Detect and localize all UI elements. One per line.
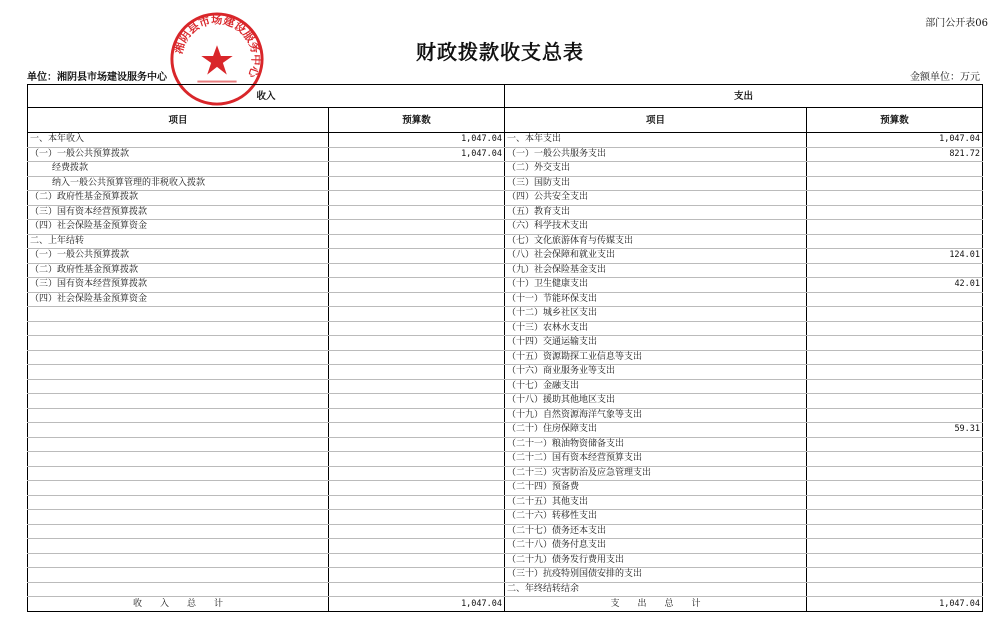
income-item: 一、本年收入 (28, 133, 329, 148)
header-row-columns (28, 108, 983, 133)
expense-item: （十）卫生健康支出 (505, 278, 807, 293)
expense-value (807, 568, 983, 583)
expense-item: （二十八）债务付息支出 (505, 539, 807, 554)
income-value (329, 423, 505, 438)
expense-item: （十四）交通运输支出 (505, 336, 807, 351)
table-row (28, 292, 983, 307)
income-value (329, 263, 505, 278)
income-value (329, 539, 505, 554)
income-item-header: 项目 (28, 108, 329, 133)
income-item: （二）政府性基金预算拨款 (28, 191, 329, 206)
expense-item: （三）国防支出 (505, 176, 807, 191)
table-row (28, 249, 983, 264)
expense-item: （五）教育支出 (505, 205, 807, 220)
table-row (28, 133, 983, 148)
expense-item-header: 项目 (505, 108, 807, 133)
income-item: （四）社会保险基金预算资金 (28, 220, 329, 235)
income-item (28, 408, 329, 423)
income-item: （三）国有资本经营预算拨款 (28, 205, 329, 220)
expense-value (807, 307, 983, 322)
income-value (329, 582, 505, 597)
income-header: 收入 (28, 85, 505, 108)
table-row (28, 162, 983, 177)
expense-value: 1,047.04 (807, 133, 983, 148)
expense-value (807, 553, 983, 568)
income-item: （三）国有资本经营预算拨款 (28, 278, 329, 293)
income-value (329, 524, 505, 539)
expense-total-label: 支 出 总 计 (505, 597, 807, 612)
expense-item: （二十七）债务还本支出 (505, 524, 807, 539)
expense-budget-header: 预算数 (807, 108, 983, 133)
table-row (28, 408, 983, 423)
income-item (28, 452, 329, 467)
table-row (28, 495, 983, 510)
expense-value (807, 466, 983, 481)
expense-item: （二十一）粮油物资储备支出 (505, 437, 807, 452)
expense-value (807, 539, 983, 554)
income-value (329, 249, 505, 264)
expense-value (807, 220, 983, 235)
income-value (329, 350, 505, 365)
expense-value: 59.31 (807, 423, 983, 438)
income-value (329, 553, 505, 568)
table-row (28, 437, 983, 452)
table-row (28, 176, 983, 191)
expense-item: （二十五）其他支出 (505, 495, 807, 510)
income-item: （一）一般公共预算拨款 (28, 147, 329, 162)
income-item (28, 423, 329, 438)
income-value: 1,047.04 (329, 133, 505, 148)
expense-item: （九）社会保险基金支出 (505, 263, 807, 278)
income-item (28, 510, 329, 525)
table-row (28, 423, 983, 438)
expense-value: 42.01 (807, 278, 983, 293)
unit-label: 单位：湘阴县市场建设服务中心 (27, 72, 167, 83)
income-value (329, 234, 505, 249)
expense-item: （四）公共安全支出 (505, 191, 807, 206)
income-value (329, 495, 505, 510)
table-row (28, 553, 983, 568)
income-value (329, 394, 505, 409)
expense-item: （十七）金融支出 (505, 379, 807, 394)
expense-item: （二十）住房保障支出 (505, 423, 807, 438)
income-item (28, 437, 329, 452)
income-value (329, 568, 505, 583)
income-item (28, 379, 329, 394)
table-row (28, 379, 983, 394)
income-item (28, 336, 329, 351)
income-total-label: 收 入 总 计 (28, 597, 329, 612)
income-value (329, 452, 505, 467)
expense-value (807, 365, 983, 380)
income-item (28, 481, 329, 496)
income-item: （一）一般公共预算拨款 (28, 249, 329, 264)
expense-item: （二十九）债务发行费用支出 (505, 553, 807, 568)
expense-item: （二十二）国有资本经营预算支出 (505, 452, 807, 467)
income-item (28, 350, 329, 365)
income-value (329, 191, 505, 206)
income-budget-header: 预算数 (329, 108, 505, 133)
expense-item: （十三）农林水支出 (505, 321, 807, 336)
expense-value: 821.72 (807, 147, 983, 162)
expense-value (807, 582, 983, 597)
table-row (28, 394, 983, 409)
expense-item: （二十四）预备费 (505, 481, 807, 496)
table-row (28, 336, 983, 351)
income-value (329, 481, 505, 496)
income-value (329, 220, 505, 235)
income-item (28, 394, 329, 409)
table-row (28, 568, 983, 583)
income-item (28, 524, 329, 539)
income-value (329, 365, 505, 380)
expense-item: （十八）援助其他地区支出 (505, 394, 807, 409)
income-item (28, 466, 329, 481)
form-code: 部门公开表06 (925, 18, 988, 29)
table-row (28, 510, 983, 525)
income-item: （二）政府性基金预算拨款 (28, 263, 329, 278)
expense-value (807, 292, 983, 307)
income-value (329, 162, 505, 177)
expense-item: （一）一般公共服务支出 (505, 147, 807, 162)
table-row (28, 263, 983, 278)
table-row (28, 147, 983, 162)
total-row (28, 597, 983, 612)
table-row (28, 582, 983, 597)
table-row (28, 452, 983, 467)
table-row (28, 321, 983, 336)
income-item (28, 553, 329, 568)
expense-value (807, 162, 983, 177)
expense-item: （六）科学技术支出 (505, 220, 807, 235)
expense-value (807, 350, 983, 365)
table-row (28, 234, 983, 249)
table-row (28, 524, 983, 539)
expense-value (807, 524, 983, 539)
expense-value (807, 205, 983, 220)
expense-value (807, 191, 983, 206)
expense-item: （八）社会保障和就业支出 (505, 249, 807, 264)
expense-item: （十一）节能环保支出 (505, 292, 807, 307)
expense-item: （二十六）转移性支出 (505, 510, 807, 525)
income-item: （四）社会保险基金预算资金 (28, 292, 329, 307)
table-row (28, 191, 983, 206)
income-item (28, 495, 329, 510)
expense-item: 一、本年支出 (505, 133, 807, 148)
table-row (28, 278, 983, 293)
expense-value (807, 234, 983, 249)
expense-value (807, 321, 983, 336)
income-item: 二、上年结转 (28, 234, 329, 249)
income-value (329, 379, 505, 394)
expense-value (807, 176, 983, 191)
expense-value (807, 394, 983, 409)
income-item (28, 582, 329, 597)
expense-total-value: 1,047.04 (807, 597, 983, 612)
income-value: 1,047.04 (329, 147, 505, 162)
expense-value (807, 481, 983, 496)
expense-value: 124.01 (807, 249, 983, 264)
income-item: 经费拨款 (28, 162, 329, 177)
expense-value (807, 510, 983, 525)
money-unit-label: 金额单位：万元 (910, 72, 980, 83)
table-row (28, 481, 983, 496)
expense-item: （十六）商业服务业等支出 (505, 365, 807, 380)
expense-value (807, 495, 983, 510)
expense-header: 支出 (505, 85, 983, 108)
income-value (329, 466, 505, 481)
expense-value (807, 263, 983, 278)
expense-item: （三十）抗疫特别国债安排的支出 (505, 568, 807, 583)
income-item (28, 539, 329, 554)
income-value (329, 205, 505, 220)
table-row (28, 350, 983, 365)
income-value (329, 307, 505, 322)
income-item: 纳入一般公共预算管理的非税收入拨款 (28, 176, 329, 191)
expense-item: 二、年终结转结余 (505, 582, 807, 597)
header-row-section (28, 85, 983, 108)
income-item (28, 307, 329, 322)
expense-item: （二）外交支出 (505, 162, 807, 177)
expense-value (807, 437, 983, 452)
table-row (28, 205, 983, 220)
table-row (28, 220, 983, 235)
expense-value (807, 379, 983, 394)
expense-value (807, 336, 983, 351)
expense-item: （二十三）灾害防治及应急管理支出 (505, 466, 807, 481)
budget-table (27, 84, 983, 612)
income-value (329, 278, 505, 293)
table-row (28, 466, 983, 481)
income-value (329, 336, 505, 351)
expense-item: （七）文化旅游体育与传媒支出 (505, 234, 807, 249)
income-value (329, 408, 505, 423)
table-row (28, 307, 983, 322)
income-item (28, 568, 329, 583)
income-value (329, 176, 505, 191)
expense-value (807, 408, 983, 423)
income-item (28, 321, 329, 336)
table-row (28, 539, 983, 554)
table-row (28, 365, 983, 380)
income-value (329, 292, 505, 307)
page-title: 财政拨款收支总表 (416, 40, 584, 64)
income-value (329, 510, 505, 525)
income-value (329, 321, 505, 336)
income-item (28, 365, 329, 380)
expense-item: （十二）城乡社区支出 (505, 307, 807, 322)
expense-item: （十九）自然资源海洋气象等支出 (505, 408, 807, 423)
svg-text:湘阴县市场建设服务中心: 湘阴县市场建设服务中心 (171, 13, 263, 80)
expense-item: （十五）资源勘探工业信息等支出 (505, 350, 807, 365)
expense-value (807, 452, 983, 467)
income-value (329, 437, 505, 452)
income-total-value: 1,047.04 (329, 597, 505, 612)
